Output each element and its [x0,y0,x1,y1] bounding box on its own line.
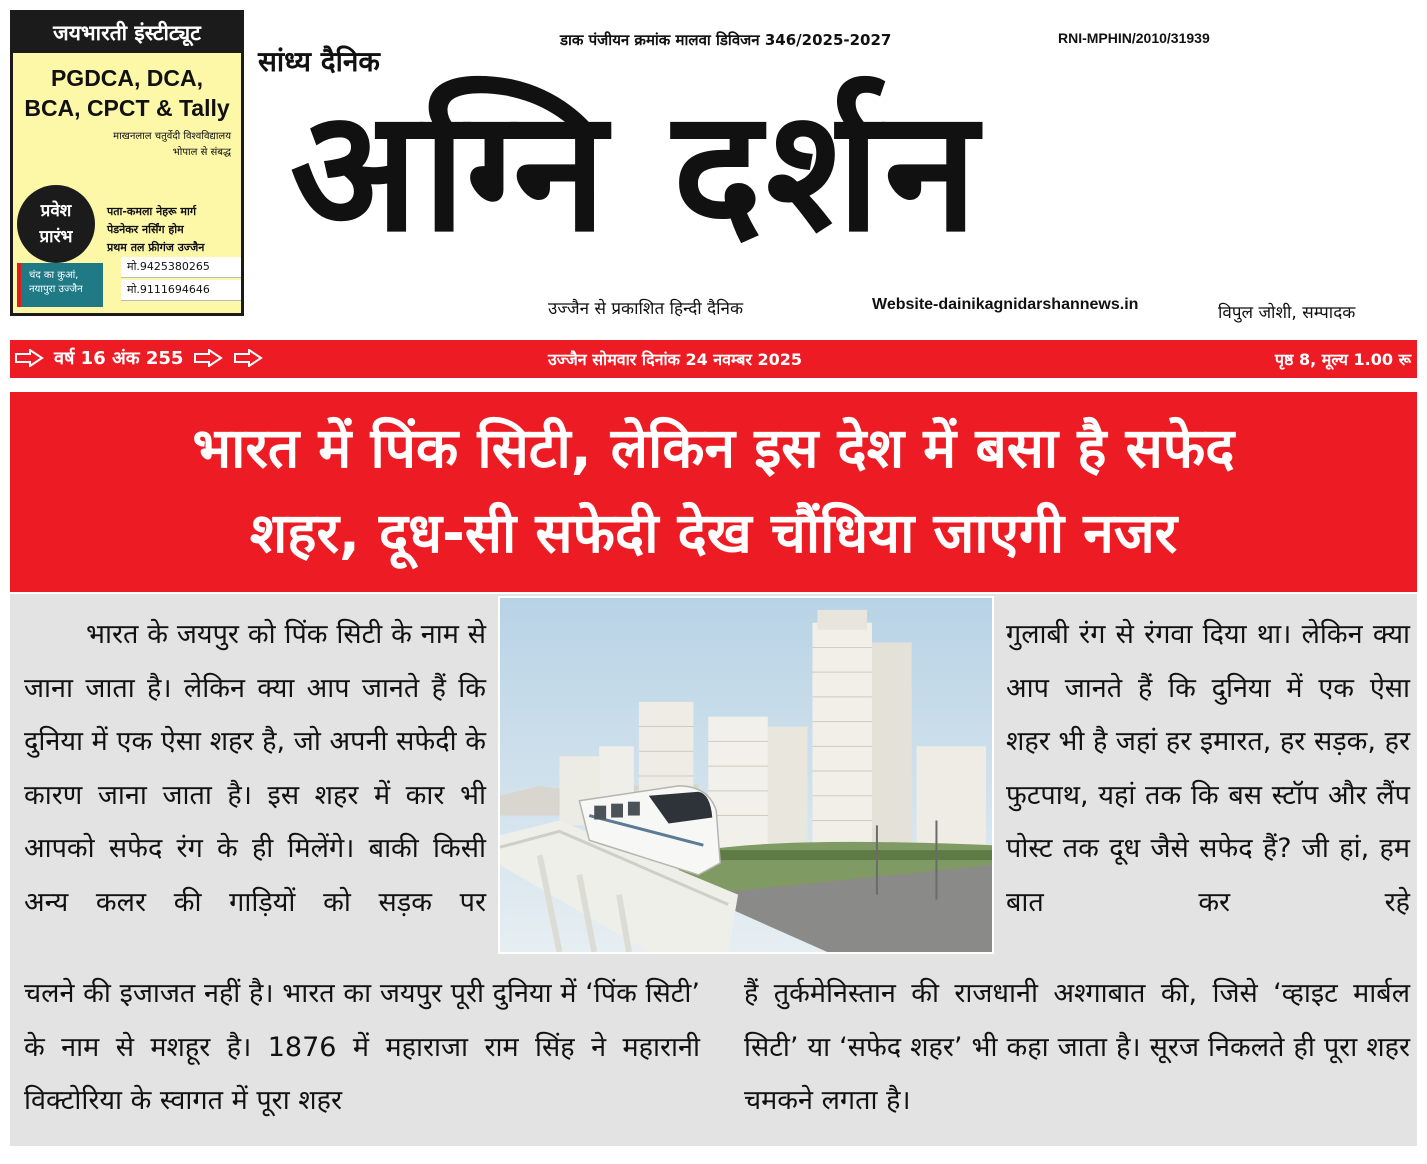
article-body [10,594,1417,1146]
article-column-left: भारत के जयपुर को पिंक सिटी के नाम से जाना जाता है। लेकिन क्या आप जानते हैं कि दुनिया में एक ऐसा शहर है, जो अपनी सफेदी के कारण जाना जाता है। इस शहर में कार भी आपको सफेद रंग के ही मिलेंगे। बाकी किसी अन्य कलर की गाड़ियों को सड़क पर [24,619,486,918]
masthead-tagline: उज्जैन से प्रकाशित हिन्दी दैनिक [548,299,744,319]
ad-admission-line2: प्रारंभ [39,227,73,247]
arrow-right-icon [193,349,223,367]
editor-credit: विपुल जोशी, सम्पादक [1218,303,1356,323]
ad-admission-badge [17,185,95,263]
advertisement-box[interactable] [10,10,244,316]
ad-branch-line2: नयापुरा उज्जैन [29,284,83,295]
headline-line1: भारत में पिंक सिटी, लेकिन इस देश में बसा है सफेद [192,416,1235,480]
ad-university [13,129,241,161]
ad-courses-line1: PGDCA, DCA, [50,65,204,91]
issue-volume-group [14,346,263,370]
article-column-bottom-right: हैं तुर्कमेनिस्तान की राजधानी अश्गाबात की, जिसे ‘व्हाइट मार्बल सिटी’ या ‘सफेद शहर’ भी कहा जाता है। सूरज निकलते ही पूरा शहर चमकने लगता है। [744,978,1410,1116]
headline-line2: शहर, दूध-सी सफेदी देख चौंधिया जाएगी नजर [249,501,1178,565]
arrow-right-icon [233,349,263,367]
ad-branch-line1: चंद का कुआं, [29,270,79,281]
article-column-right: गुलाबी रंग से रंगवा दिया था। लेकिन क्या आप जानते हैं कि दुनिया में एक ऐसा शहर भी है जहां हर इमारत, हर सड़क, हर फुटपाथ, यहां तक कि बस स्टॉप और लैंप पोस्ट तक दूध जैसे सफेद हैं? जी हां, हम बात कर रहे [1006,619,1410,918]
article-photo-white-city-monorail [498,596,994,954]
issue-volume: वर्ष 16 अंक 255 [54,348,184,369]
ad-courses-line2: BCA, CPCT & Tally [24,95,230,121]
ad-phones [121,257,243,303]
masthead-pre-title: सांध्य दैनिक [258,45,380,78]
ad-branch-address [17,263,103,307]
ad-university-line2: भोपाल से संबद्ध [172,147,231,158]
newspaper-name: अग्नि दर्शन [290,73,982,269]
postal-registration: डाक पंजीयन क्रमांक मालवा डिविजन 346/2025-2027 [560,31,892,49]
issue-info-bar [10,340,1417,378]
page-price: पृष्ठ 8, मूल्य 1.00 रू [1274,350,1411,369]
ad-university-line1: माखनलाल चतुर्वेदी विश्वविद्यालय [113,131,231,142]
ad-address-line2: पेडनेकर नर्सिंग होम [107,223,184,236]
headline [18,406,1409,576]
ad-phone-2: मो.9111694646 [121,280,243,301]
ad-admission-line1: प्रवेश [40,201,72,221]
rni-number: RNI-MPHIN/2010/31939 [1058,30,1210,46]
ad-address-line1: पता-कमला नेहरू मार्ग [107,205,197,218]
ad-institute-name: जयभारती इंस्टीट्यूट [13,13,241,53]
ad-courses [13,53,241,123]
arrow-right-icon [14,349,44,367]
article-column-bottom-left: चलने की इजाजत नहीं है। भारत का जयपुर पूरी दुनिया में ‘पिंक सिटी’ के नाम से मशहूर है। 1876 में महाराजा राम सिंह ने महारानी विक्टोरिया के स्वागत में पूरा शहर [24,978,700,1116]
ad-address [105,203,244,257]
headline-banner [10,392,1417,592]
photo-illustration [500,598,992,952]
ad-address-line3: प्रथम तल फ्रीगंज उज्जैन [107,241,205,254]
ad-phone-1: मो.9425380265 [121,257,243,278]
website-link[interactable]: Website-dainikagnidarshannews.in [872,296,1139,313]
issue-date: उज्जैन सोमवार दिनांक 24 नवम्बर 2025 [548,350,803,369]
